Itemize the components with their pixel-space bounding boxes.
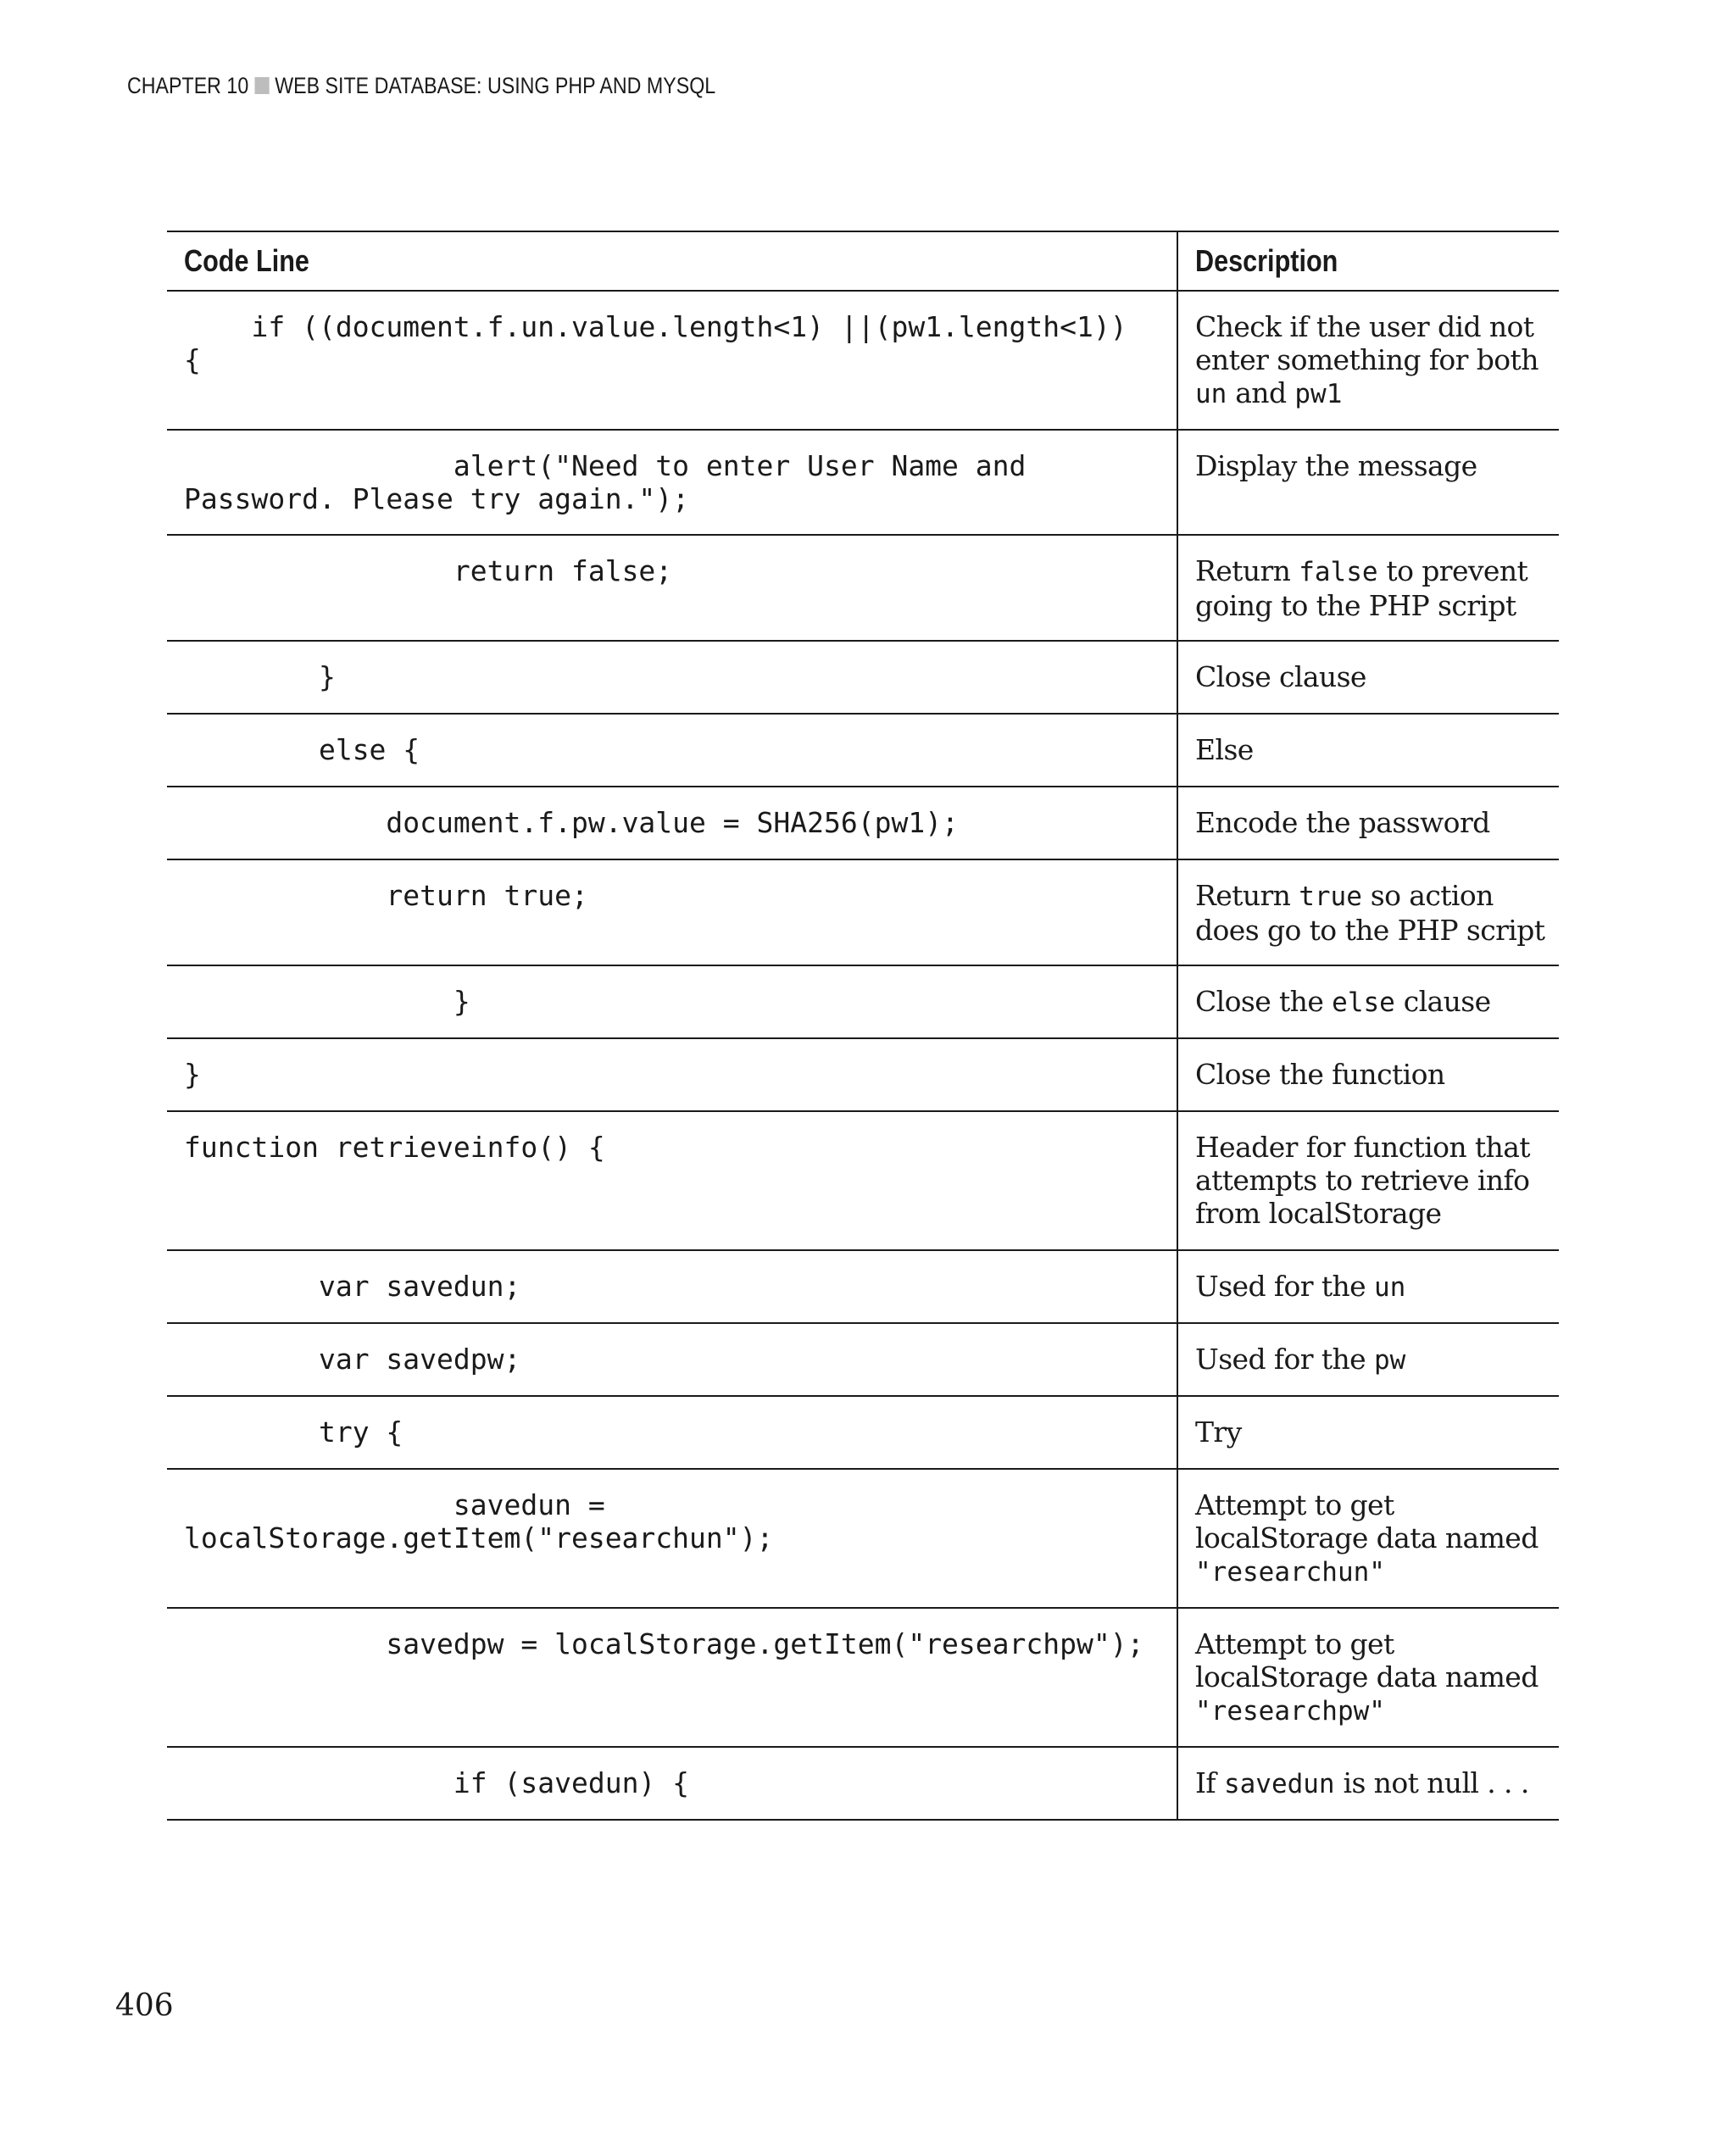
table-row [167, 641, 1559, 714]
description-text [1195, 966, 1549, 1020]
description-text [1195, 1251, 1549, 1304]
table-row [167, 1038, 1559, 1111]
code-line-text: if (savedun) { [184, 1766, 690, 1799]
table-row [167, 1469, 1559, 1608]
table-row [167, 1608, 1559, 1747]
running-head [127, 73, 715, 99]
description-cell [1177, 1250, 1559, 1323]
description-segment: Return [1195, 879, 1299, 912]
description-text [1195, 860, 1549, 947]
description-segment: Attempt to get localStorage data named [1195, 1488, 1538, 1554]
inline-code: un [1195, 379, 1227, 409]
code-line-cell [167, 787, 1177, 859]
table-row [167, 965, 1559, 1038]
code-line-text: else { [184, 733, 420, 766]
code-line-text: return false; [184, 554, 673, 587]
code-line-text: } [184, 660, 336, 693]
table-row [167, 535, 1559, 641]
code-line-text: } [184, 985, 470, 1018]
description-cell [1177, 641, 1559, 714]
description-segment: to prevent going to the PHP script [1195, 554, 1528, 622]
description-segment: and [1227, 376, 1295, 409]
description-segment: Close the function [1195, 1058, 1445, 1091]
code-line-text: document.f.pw.value = SHA256(pw1); [184, 806, 959, 839]
code-line-text: savedpw = localStorage.getItem("researchpw"); [184, 1627, 1144, 1660]
table-row [167, 430, 1559, 535]
description-segment: Check if the user did not enter something for both [1195, 310, 1538, 376]
inline-code: pw [1373, 1345, 1406, 1376]
description-segment: clause [1394, 985, 1491, 1018]
code-line-text: var savedun; [184, 1270, 521, 1303]
inline-code: pw1 [1294, 379, 1343, 409]
code-line-cell [167, 1396, 1177, 1469]
description-cell [1177, 1396, 1559, 1469]
description-text [1195, 1397, 1549, 1449]
code-description-table [167, 231, 1559, 1821]
description-text [1195, 1324, 1549, 1377]
code-line-text: if ((document.f.un.value.length<1) ||(pw1.length<1)) { [184, 310, 1144, 376]
inline-code: else [1332, 987, 1395, 1018]
code-line-cell [167, 1608, 1177, 1747]
description-cell [1177, 714, 1559, 787]
table-row [167, 291, 1559, 430]
square-separator-icon [254, 77, 269, 94]
code-line-cell [167, 430, 1177, 535]
table-row [167, 1747, 1559, 1820]
description-segment: Else [1195, 733, 1254, 766]
table-row [167, 1250, 1559, 1323]
table-body [167, 291, 1559, 1820]
description-segment: Try [1195, 1415, 1242, 1449]
description-segment: If [1195, 1766, 1224, 1799]
table-row [167, 1396, 1559, 1469]
description-cell [1177, 1608, 1559, 1747]
code-line-cell [167, 641, 1177, 714]
description-segment: Encode the password [1195, 806, 1490, 839]
chapter-title: WEB SITE DATABASE: USING PHP AND MYSQL [275, 73, 716, 98]
code-line-cell [167, 965, 1177, 1038]
description-text [1195, 715, 1549, 766]
code-line-cell [167, 1038, 1177, 1111]
column-header-description: Description [1177, 231, 1559, 291]
inline-code: true [1299, 881, 1362, 912]
description-text [1195, 1112, 1549, 1230]
inline-code: savedun [1223, 1769, 1335, 1799]
table-row [167, 1111, 1559, 1250]
description-text [1195, 1470, 1549, 1589]
code-line-cell [167, 1469, 1177, 1608]
code-line-text: var savedpw; [184, 1343, 521, 1376]
inline-code: "researchun" [1195, 1557, 1385, 1588]
description-cell [1177, 965, 1559, 1038]
description-text [1195, 536, 1549, 622]
description-segment: Display the message [1195, 449, 1477, 482]
code-line-text: } [184, 1058, 201, 1091]
code-line-cell [167, 291, 1177, 430]
description-segment: Attempt to get localStorage data named [1195, 1627, 1538, 1693]
description-segment: Used for the [1195, 1343, 1374, 1376]
description-text [1195, 642, 1549, 693]
description-segment: Header for function that attempts to retrieve info from localStorage [1195, 1131, 1530, 1230]
code-line-text: return true; [184, 879, 588, 912]
description-cell [1177, 1038, 1559, 1111]
description-cell [1177, 1111, 1559, 1250]
description-text [1195, 1748, 1549, 1801]
code-line-cell [167, 859, 1177, 965]
description-cell [1177, 535, 1559, 641]
table-header-row [167, 231, 1559, 291]
chapter-label: CHAPTER 10 [127, 73, 249, 98]
page-number: 406 [115, 1988, 174, 2023]
description-cell [1177, 1469, 1559, 1608]
code-line-cell [167, 1111, 1177, 1250]
code-line-cell [167, 1747, 1177, 1820]
description-cell [1177, 430, 1559, 535]
description-segment: Close clause [1195, 660, 1366, 693]
table-row [167, 859, 1559, 965]
description-text [1195, 1039, 1549, 1091]
description-segment: Close the [1195, 985, 1333, 1018]
description-text [1195, 787, 1549, 839]
table-row [167, 1323, 1559, 1396]
code-line-cell [167, 1323, 1177, 1396]
code-line-cell [167, 714, 1177, 787]
code-line-text: function retrieveinfo() { [184, 1131, 605, 1164]
description-cell [1177, 859, 1559, 965]
description-text [1195, 292, 1549, 411]
description-cell [1177, 787, 1559, 859]
code-line-text: savedun = localStorage.getItem("researchun"); [184, 1488, 774, 1554]
description-segment: Return [1195, 554, 1299, 587]
description-segment: is not null . . . [1334, 1766, 1529, 1799]
code-line-text: alert("Need to enter User Name and Password. Please try again."); [184, 449, 1043, 515]
code-line-cell [167, 1250, 1177, 1323]
description-cell [1177, 1323, 1559, 1396]
description-text [1195, 1609, 1549, 1728]
description-cell [1177, 1747, 1559, 1820]
description-cell [1177, 291, 1559, 430]
inline-code: false [1299, 557, 1378, 587]
table-row [167, 714, 1559, 787]
inline-code: "researchpw" [1195, 1696, 1385, 1727]
description-segment: Used for the [1195, 1270, 1374, 1303]
table-row [167, 787, 1559, 859]
code-line-cell [167, 535, 1177, 641]
description-segment: so action does go to the PHP script [1195, 879, 1545, 947]
description-text [1195, 431, 1549, 482]
code-line-text: try { [184, 1415, 403, 1449]
column-header-code-line: Code Line [167, 231, 1177, 291]
inline-code: un [1373, 1272, 1406, 1303]
